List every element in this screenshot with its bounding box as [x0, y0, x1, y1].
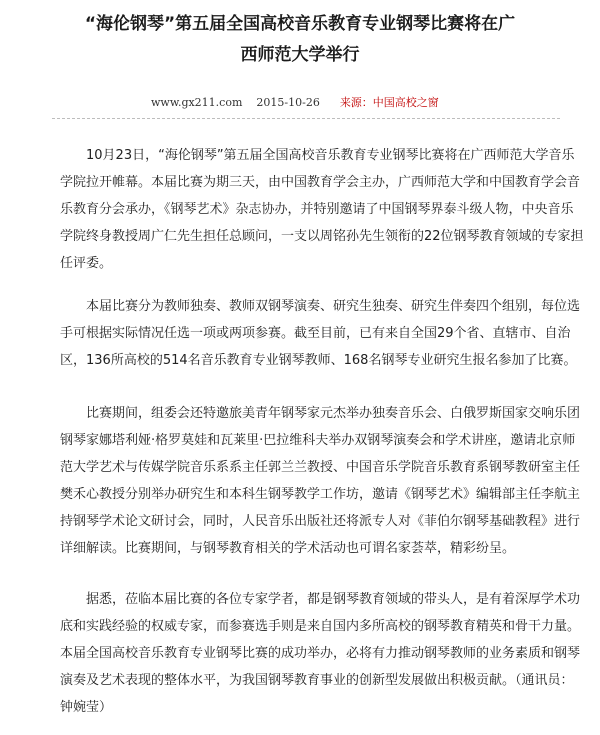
paragraph-line: 详细解读。比赛期间，与钢琴教育相关的学术活动也可谓名家荟萃，精彩纷呈。	[60, 541, 516, 556]
paragraph-line: 任评委。	[60, 256, 113, 271]
paragraph-1	[60, 142, 584, 277]
meta-divider	[52, 118, 560, 119]
paragraph-3	[60, 400, 580, 562]
source-label: 来源：中国高校之窗	[339, 96, 439, 109]
article-title-line-1: “海伦钢琴”第五届全国高校音乐教育专业钢琴比赛将在广	[84, 14, 516, 34]
paragraph-line: 樊禾心教授分别举办研究生和本科生钢琴教学工作坊，邀请《钢琴艺术》编辑部主任李航主	[60, 487, 581, 502]
paragraph-line: 手可根据实际情况任选一项或两项参赛。截至目前，已有来自全国29个省、直辖市、自治	[60, 326, 571, 341]
paragraph-line: 底和实践经验的权威专家，而参赛选手则是来自国内多所高校的钢琴教育精英和骨干力量。	[60, 619, 581, 634]
article-meta	[151, 94, 439, 110]
paragraph-line: 区，136所高校的514名音乐教育专业钢琴教师、168名钢琴专业研究生报名参加了比赛。	[60, 353, 577, 368]
paragraph-line: 钟婉莹）	[60, 700, 113, 715]
paragraph-4	[60, 586, 580, 721]
publish-date: 2015-10-26	[256, 96, 320, 109]
paragraph-line: 学院终身教授周广仁先生担任总顾问，一支以周铭孙先生领衔的22位钢琴教育领域的专家担	[60, 229, 584, 244]
paragraph-line: 本届全国高校音乐教育专业钢琴比赛的成功举办，必将有力推动钢琴教师的业务素质和钢琴	[60, 646, 581, 661]
paragraph-line: 本届比赛分为教师独奏、教师双钢琴演奏、研究生独奏、研究生伴奏四个组别，每位选	[60, 299, 581, 314]
paragraph-line: 钢琴家娜塔利娅·格罗莫娃和瓦莱里·巴拉维科夫举办双钢琴演奏会和学术讲座，邀请北京师	[60, 433, 576, 448]
article-title-line-2: 西师范大学举行	[240, 45, 360, 65]
paragraph-line: 据悉，莅临本届比赛的各位专家学者，都是钢琴教育领域的带头人，是有着深厚学术功	[60, 592, 581, 607]
paragraph-line: 持钢琴学术论文研讨会，同时，人民音乐出版社还将派专人对《菲伯尔钢琴基础教程》进行	[60, 514, 581, 529]
paragraph-line: 10月23日，“海伦钢琴”第五届全国高校音乐教育专业钢琴比赛将在广西师范大学音乐	[60, 148, 575, 163]
paragraph-2	[60, 293, 580, 374]
paragraph-line: 范大学艺术与传媒学院音乐系系主任郭兰兰教授、中国音乐学院音乐教育系钢琴教研室主任	[60, 460, 581, 475]
paragraph-line: 演奏及艺术表现的整体水平，为我国钢琴教育事业的创新型发展做出积极贡献。（通讯员：	[60, 673, 574, 688]
paragraph-line: 比赛期间，组委会还特邀旅美青年钢琴家元杰举办独奏音乐会、白俄罗斯国家交响乐团	[60, 406, 581, 421]
paragraph-line: 乐教育分会承办，《钢琴艺术》杂志协办，并特别邀请了中国钢琴界泰斗级人物，中央音乐	[60, 202, 574, 217]
site-link[interactable]: www.gx211.com	[151, 96, 243, 109]
paragraph-line: 学院拉开帷幕。本届比赛为期三天，由中国教育学会主办，广西师范大学和中国教育学会音	[60, 175, 581, 190]
